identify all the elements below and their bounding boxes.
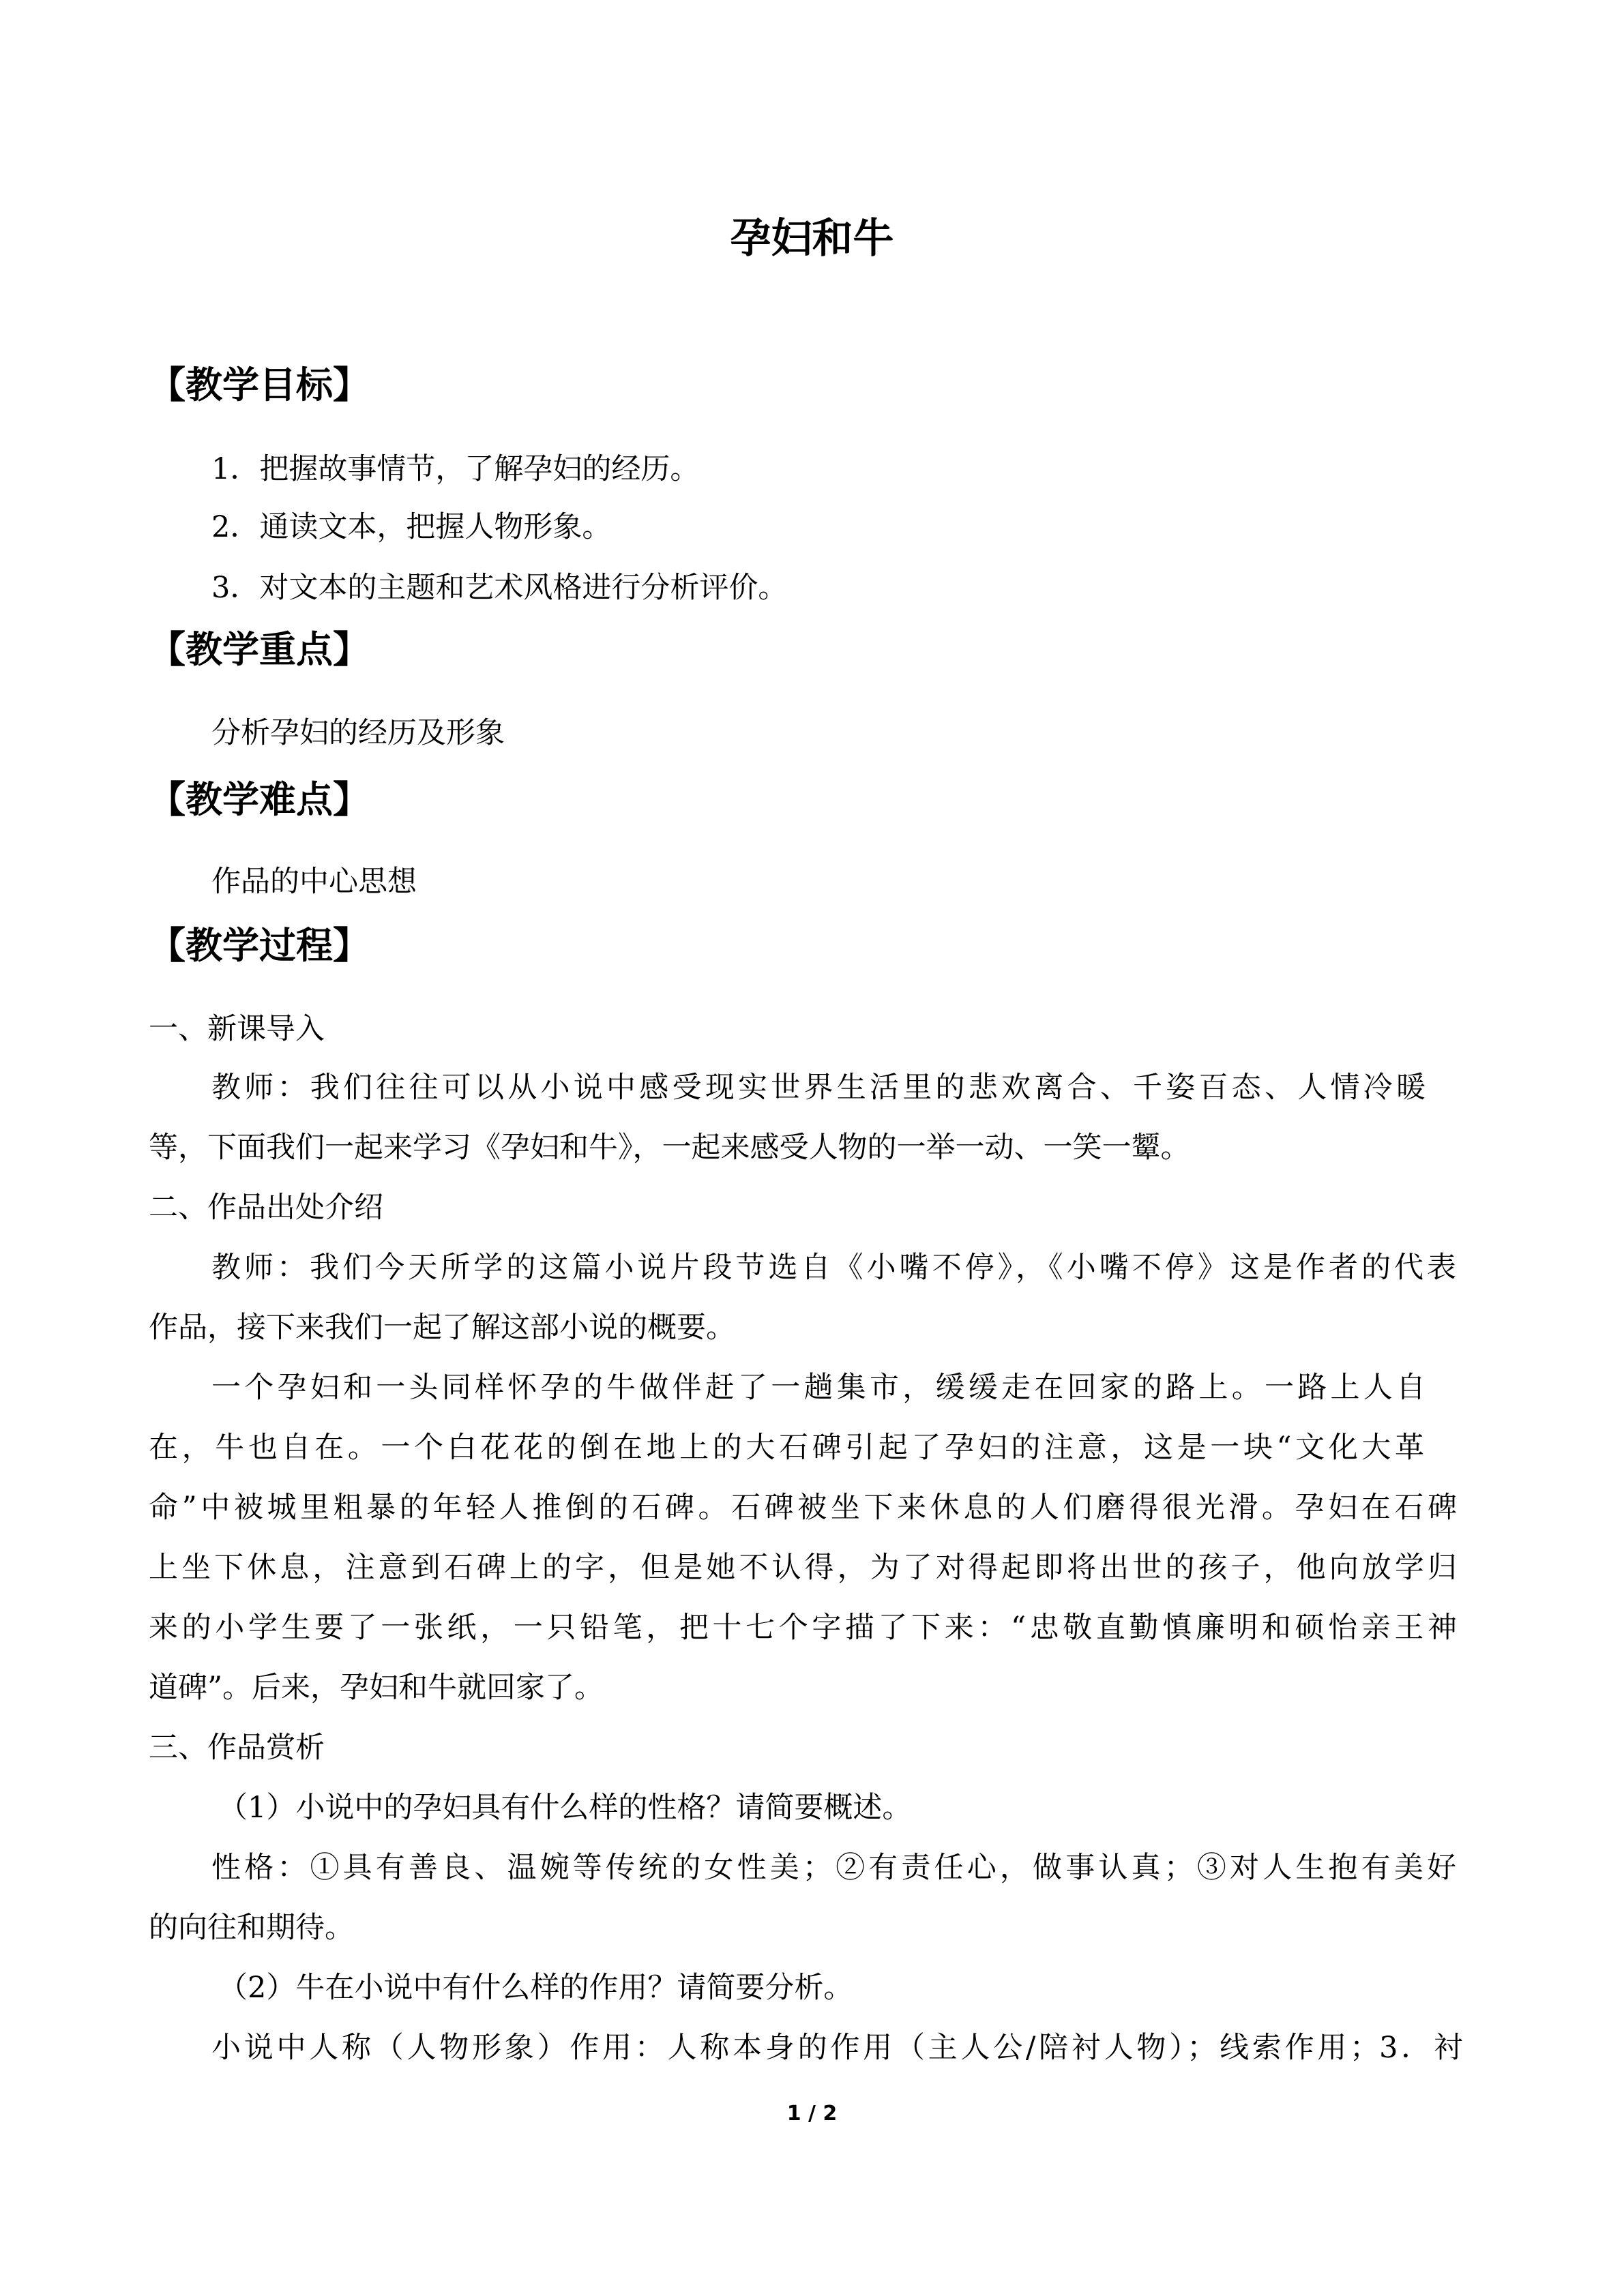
- section-title: 二、作品出处介绍: [149, 1191, 383, 1225]
- paragraph-line: 等，下面我们一起来学习《孕妇和牛》，一起来感受人物的一举一动、一笑一颦。: [149, 1131, 1190, 1165]
- heading-objectives: 【教学目标】: [149, 363, 370, 406]
- paragraph-line: 教师：我们今天所学的这篇小说片段节选自《小嘴不停》，《小嘴不停》这是作者的代表: [211, 1251, 1456, 1285]
- key-point-text: 分析孕妇的经历及形象: [211, 716, 505, 750]
- paragraph-line: 上坐下休息，注意到石碑上的字，但是她不认得，为了对得起即将出世的孩子，他向放学归: [149, 1551, 1457, 1585]
- heading-process: 【教学过程】: [149, 924, 370, 967]
- page-number: 1 / 2: [786, 2102, 838, 2126]
- answer-line: 的向往和期待。: [149, 1911, 354, 1945]
- paragraph-line: 一个孕妇和一头同样怀孕的牛做伴赶了一趟集市，缓缓走在回家的路上。一路上人自: [211, 1371, 1426, 1405]
- paragraph-line: 在，牛也自在。一个白花花的倒在地上的大石碑引起了孕妇的注意，这是一块“文化大革: [149, 1431, 1424, 1465]
- answer-line: 小说中人称（人物形象）作用：人称本身的作用（主人公/陪衬人物）；线索作用；3．衬: [211, 2031, 1463, 2065]
- difficulty-text: 作品的中心思想: [211, 865, 417, 899]
- paragraph-line: 来的小学生要了一张纸，一只铅笔，把十七个字描了下来：“忠敬直勤慎廉明和硕怡亲王神: [149, 1611, 1457, 1645]
- heading-key-points: 【教学重点】: [149, 628, 370, 671]
- objective-item: 3．对文本的主题和艺术风格进行分析评价。: [211, 571, 788, 605]
- question-line: （2）牛在小说中有什么样的作用？请简要分析。: [218, 1971, 853, 2005]
- paragraph-line: 教师：我们往往可以从小说中感受现实世界生活里的悲欢离合、千姿百态、人情冷暖: [211, 1071, 1426, 1105]
- paragraph-line: 道碑”。后来，孕妇和牛就回家了。: [149, 1671, 604, 1705]
- section-title: 三、作品赏析: [149, 1731, 325, 1765]
- question-line: （1）小说中的孕妇具有什么样的性格？请简要概述。: [218, 1791, 912, 1825]
- paragraph-line: 作品，接下来我们一起了解这部小说的概要。: [149, 1311, 735, 1345]
- answer-line: 性格：①具有善良、温婉等传统的女性美；②有责任心，做事认真；③对人生抱有美好: [211, 1851, 1456, 1885]
- page-title: 孕妇和牛: [730, 215, 894, 263]
- objective-item: 2．通读文本，把握人物形象。: [211, 510, 612, 544]
- objective-item: 1．把握故事情节，了解孕妇的经历。: [211, 452, 700, 486]
- heading-difficulties: 【教学难点】: [149, 778, 370, 821]
- paragraph-line: 命”中被城里粗暴的年轻人推倒的石碑。石碑被坐下来休息的人们磨得很光滑。孕妇在石碑: [149, 1491, 1457, 1525]
- section-title: 一、新课导入: [149, 1012, 325, 1046]
